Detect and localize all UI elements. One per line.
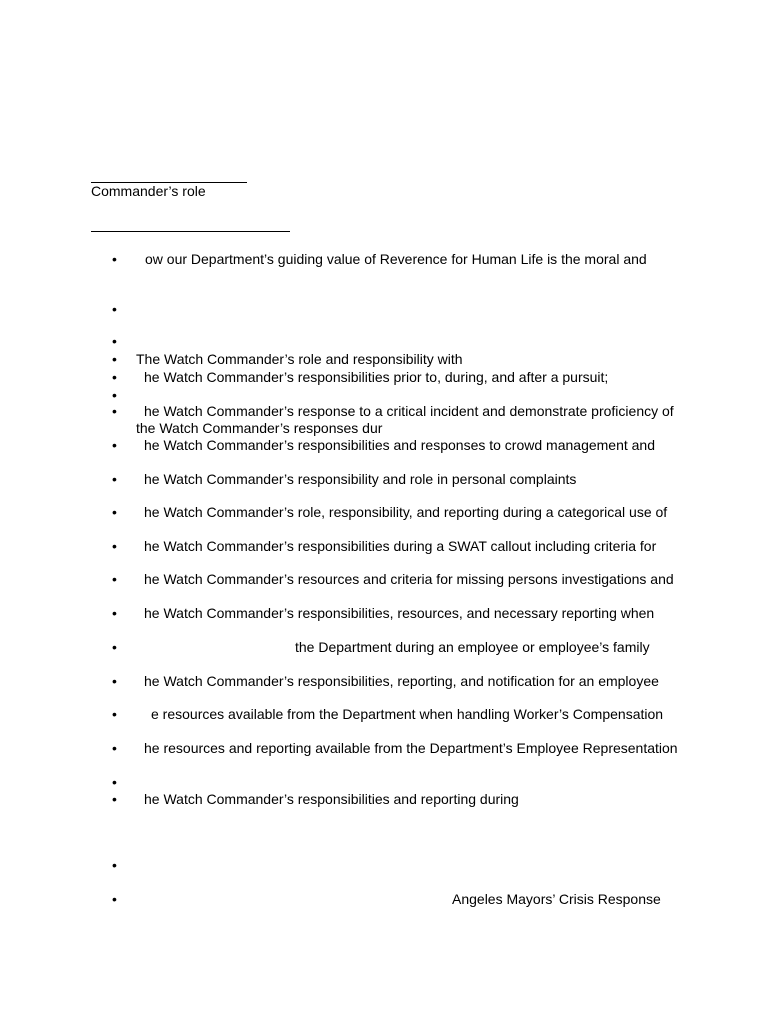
bullet-icon: • <box>112 504 117 520</box>
bullet-icon: • <box>112 857 117 873</box>
list-item <box>0 773 768 791</box>
bullet-icon: • <box>112 740 117 756</box>
list-item-text: he Watch Commander’s resources and criteria for missing persons investigations and <box>144 571 674 587</box>
list-item <box>0 350 768 368</box>
list-item <box>0 890 768 908</box>
list-item-text: ow our Department’s guiding value of Reverence for Human Life is the moral and <box>145 251 647 267</box>
list-item-text: he Watch Commander’s responsibilities and responses to crowd management and <box>144 437 656 453</box>
list-item <box>0 368 768 386</box>
list-item-text: The Watch Commander’s role and responsibility with <box>136 351 463 367</box>
bullet-icon: • <box>112 351 117 367</box>
list-item <box>0 332 768 350</box>
list-item <box>0 705 768 723</box>
list-item <box>0 672 768 690</box>
bullet-icon: • <box>112 387 117 403</box>
list-item <box>0 402 768 436</box>
bullet-icon: • <box>112 571 117 587</box>
bullet-icon: • <box>112 605 117 621</box>
list-item <box>0 436 768 454</box>
list-item <box>0 790 768 808</box>
bullet-icon: • <box>112 791 117 807</box>
bullet-icon: • <box>112 403 117 419</box>
list-item <box>0 250 768 268</box>
bullet-icon: • <box>112 369 117 385</box>
list-item-text: he Watch Commander’s role, responsibility, and reporting during a categorical use of <box>144 504 668 520</box>
bullet-icon: • <box>112 639 117 655</box>
bullet-icon: • <box>112 437 117 453</box>
list-item-text: the Department during an employee or employee’s family <box>295 639 650 655</box>
list-item-continuation: the Watch Commander’s responses dur <box>136 420 383 436</box>
list-item-text: he Watch Commander’s responsibilities prior to, during, and after a pursuit; <box>144 369 609 385</box>
bullet-icon: • <box>112 301 117 317</box>
bullet-icon: • <box>112 706 117 722</box>
list-item-text: Angeles Mayors’ Crisis Response <box>452 891 661 907</box>
list-item <box>0 503 768 521</box>
list-item-text: he Watch Commander’s responsibility and role in personal complaints <box>144 471 577 487</box>
list-item <box>0 570 768 588</box>
list-item-text: he Watch Commander’s responsibilities, reporting, and notification for an employee <box>144 673 659 689</box>
list-item <box>0 638 768 656</box>
section-heading: Commander’s role <box>91 183 206 199</box>
bullet-icon: • <box>112 774 117 790</box>
list-item <box>0 739 768 757</box>
list-item-text: he Watch Commander’s responsibilities during a SWAT callout including criteria for <box>144 538 657 554</box>
bullet-icon: • <box>112 891 117 907</box>
bullet-icon: • <box>112 673 117 689</box>
list-item <box>0 300 768 318</box>
list-item-text: he Watch Commander’s responsibilities and reporting during <box>144 791 519 807</box>
bullet-icon: • <box>112 471 117 487</box>
bullet-icon: • <box>112 251 117 267</box>
list-item <box>0 537 768 555</box>
list-item <box>0 470 768 488</box>
list-item <box>0 856 768 874</box>
list-item-text: he Watch Commander’s response to a critical incident and demonstrate proficiency of <box>144 403 674 419</box>
list-item-text: he resources and reporting available from the Department’s Employee Representation <box>144 740 678 756</box>
list-item-text: he Watch Commander’s responsibilities, resources, and necessary reporting when <box>144 605 655 621</box>
bullet-icon: • <box>112 538 117 554</box>
horizontal-rule <box>91 231 290 232</box>
bullet-icon: • <box>112 333 117 349</box>
list-item <box>0 604 768 622</box>
list-item-text: e resources available from the Department when handling Worker’s Compensation <box>151 706 664 722</box>
